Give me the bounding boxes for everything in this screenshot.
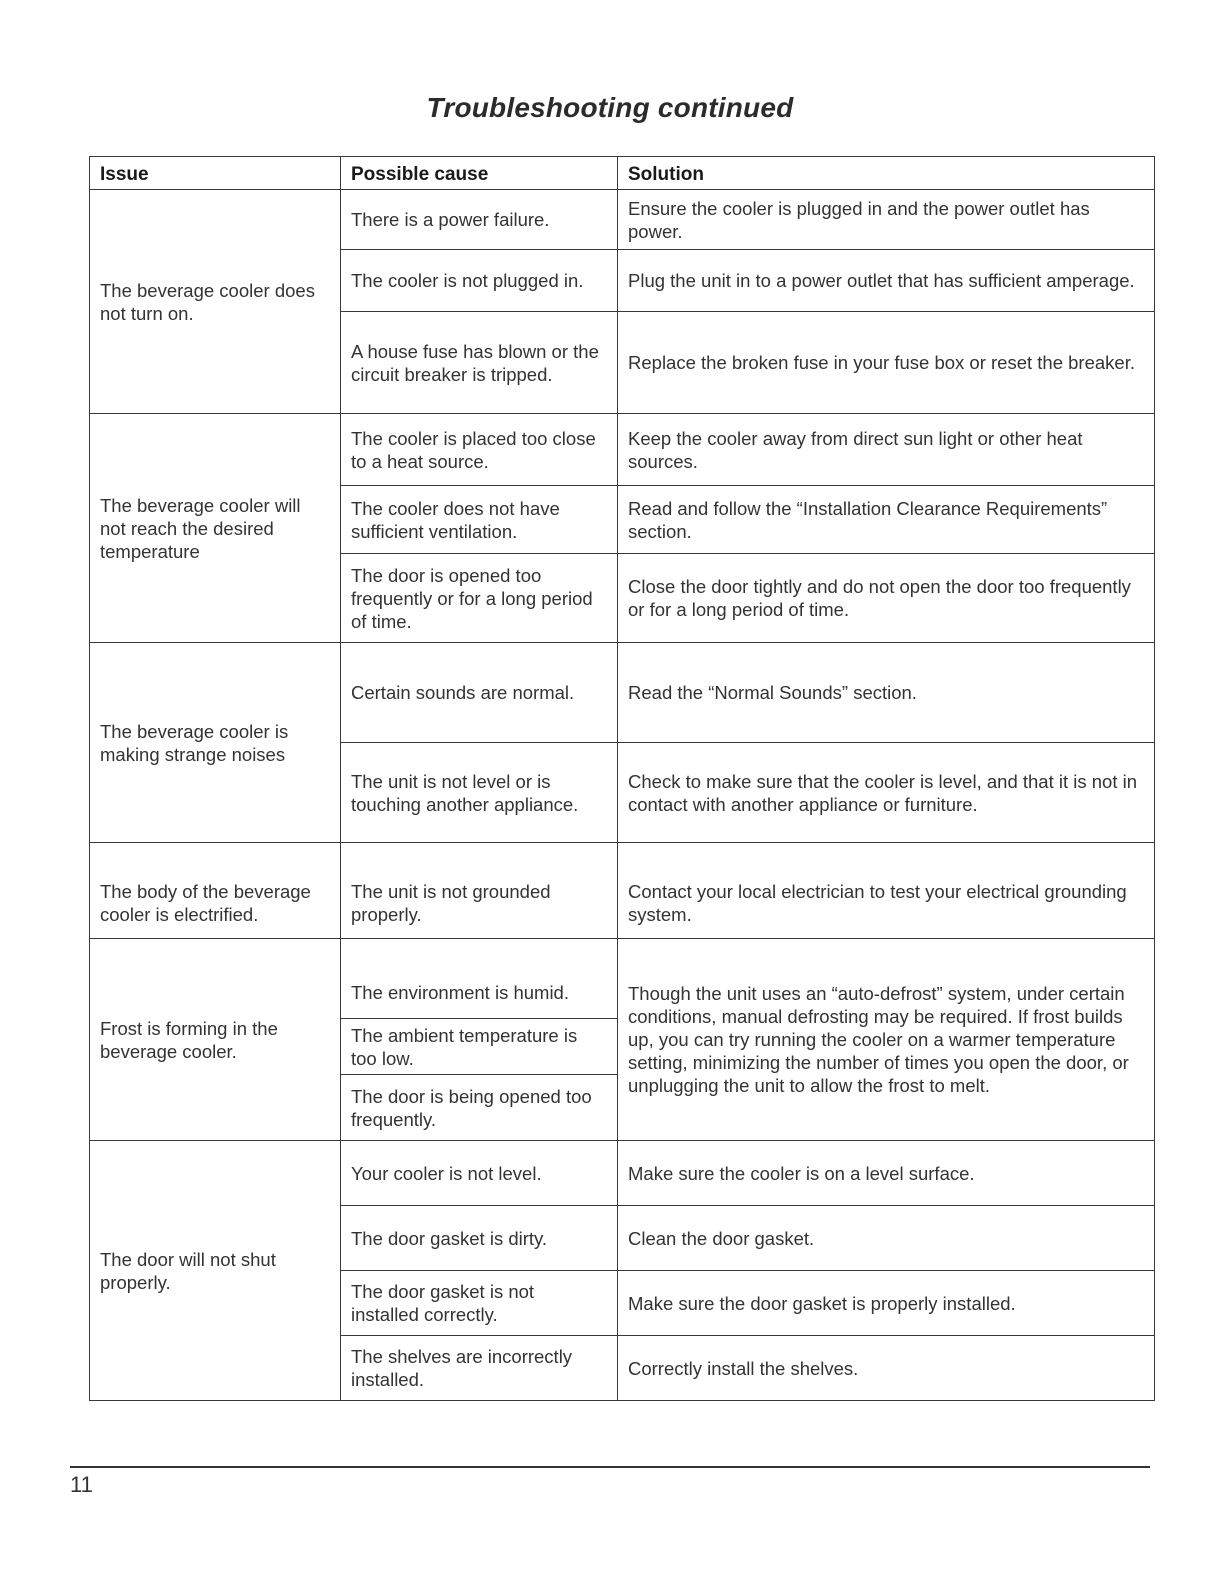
cause-cell: The unit is not grounded properly. [341, 843, 618, 939]
cause-cell: The ambient temperature is too low. [341, 1019, 618, 1075]
cause-cell: The door gasket is not installed correctly. [341, 1271, 618, 1336]
table-row [90, 1141, 1155, 1206]
table-row [90, 643, 1155, 743]
cause-cell: The door is opened too frequently or for a long period of time. [341, 554, 618, 643]
issue-cell: The door will not shut properly. [90, 1141, 341, 1401]
solution-cell: Keep the cooler away from direct sun light or other heat sources. [618, 414, 1155, 486]
cause-cell: Your cooler is not level. [341, 1141, 618, 1206]
page-number: 11 [70, 1472, 93, 1497]
issue-cell: The body of the beverage cooler is electrified. [90, 843, 341, 939]
solution-cell: Correctly install the shelves. [618, 1336, 1155, 1401]
table-row [90, 939, 1155, 1019]
table-header-row [90, 157, 1155, 190]
table-row [90, 843, 1155, 939]
solution-cell: Read the “Normal Sounds” section. [618, 643, 1155, 743]
solution-cell: Clean the door gasket. [618, 1206, 1155, 1271]
solution-cell: Contact your local electrician to test your electrical grounding system. [618, 843, 1155, 939]
cause-cell: Certain sounds are normal. [341, 643, 618, 743]
solution-cell: Though the unit uses an “auto-defrost” system, under certain conditions, manual defrosting may be required. If frost builds up, you can try running the cooler on a warmer temperature setting, minimizing the number of times you open the door, or unplugging the unit to allow the frost to melt. [618, 939, 1155, 1141]
issue-cell: The beverage cooler will not reach the desired temperature [90, 414, 341, 643]
header-possible-cause: Possible cause [341, 157, 618, 190]
issue-cell: The beverage cooler is making strange noises [90, 643, 341, 843]
cause-cell: The door gasket is dirty. [341, 1206, 618, 1271]
cause-cell: The cooler is not plugged in. [341, 250, 618, 312]
table-row [90, 190, 1155, 250]
page-title: Troubleshooting continued [426, 92, 794, 123]
solution-cell: Close the door tightly and do not open the door too frequently or for a long period of time. [618, 554, 1155, 643]
cause-cell: The environment is humid. [341, 939, 618, 1019]
cause-cell: The cooler does not have sufficient ventilation. [341, 486, 618, 554]
cause-cell: A house fuse has blown or the circuit breaker is tripped. [341, 312, 618, 414]
header-issue: Issue [90, 157, 341, 190]
cause-cell: The unit is not level or is touching another appliance. [341, 743, 618, 843]
solution-cell: Check to make sure that the cooler is level, and that it is not in contact with another appliance or furniture. [618, 743, 1155, 843]
solution-cell: Replace the broken fuse in your fuse box or reset the breaker. [618, 312, 1155, 414]
issue-cell: The beverage cooler does not turn on. [90, 190, 341, 414]
header-solution: Solution [618, 157, 1155, 190]
solution-cell: Plug the unit in to a power outlet that has sufficient amperage. [618, 250, 1155, 312]
solution-cell: Ensure the cooler is plugged in and the power outlet has power. [618, 190, 1155, 250]
solution-cell: Make sure the cooler is on a level surface. [618, 1141, 1155, 1206]
troubleshooting-table [89, 156, 1155, 1401]
cause-cell: There is a power failure. [341, 190, 618, 250]
issue-cell: Frost is forming in the beverage cooler. [90, 939, 341, 1141]
solution-cell: Read and follow the “Installation Clearance Requirements” section. [618, 486, 1155, 554]
cause-cell: The cooler is placed too close to a heat source. [341, 414, 618, 486]
cause-cell: The shelves are incorrectly installed. [341, 1336, 618, 1401]
table-row [90, 414, 1155, 486]
cause-cell: The door is being opened too frequently. [341, 1075, 618, 1141]
footer-rule [70, 1466, 1150, 1468]
solution-cell: Make sure the door gasket is properly installed. [618, 1271, 1155, 1336]
